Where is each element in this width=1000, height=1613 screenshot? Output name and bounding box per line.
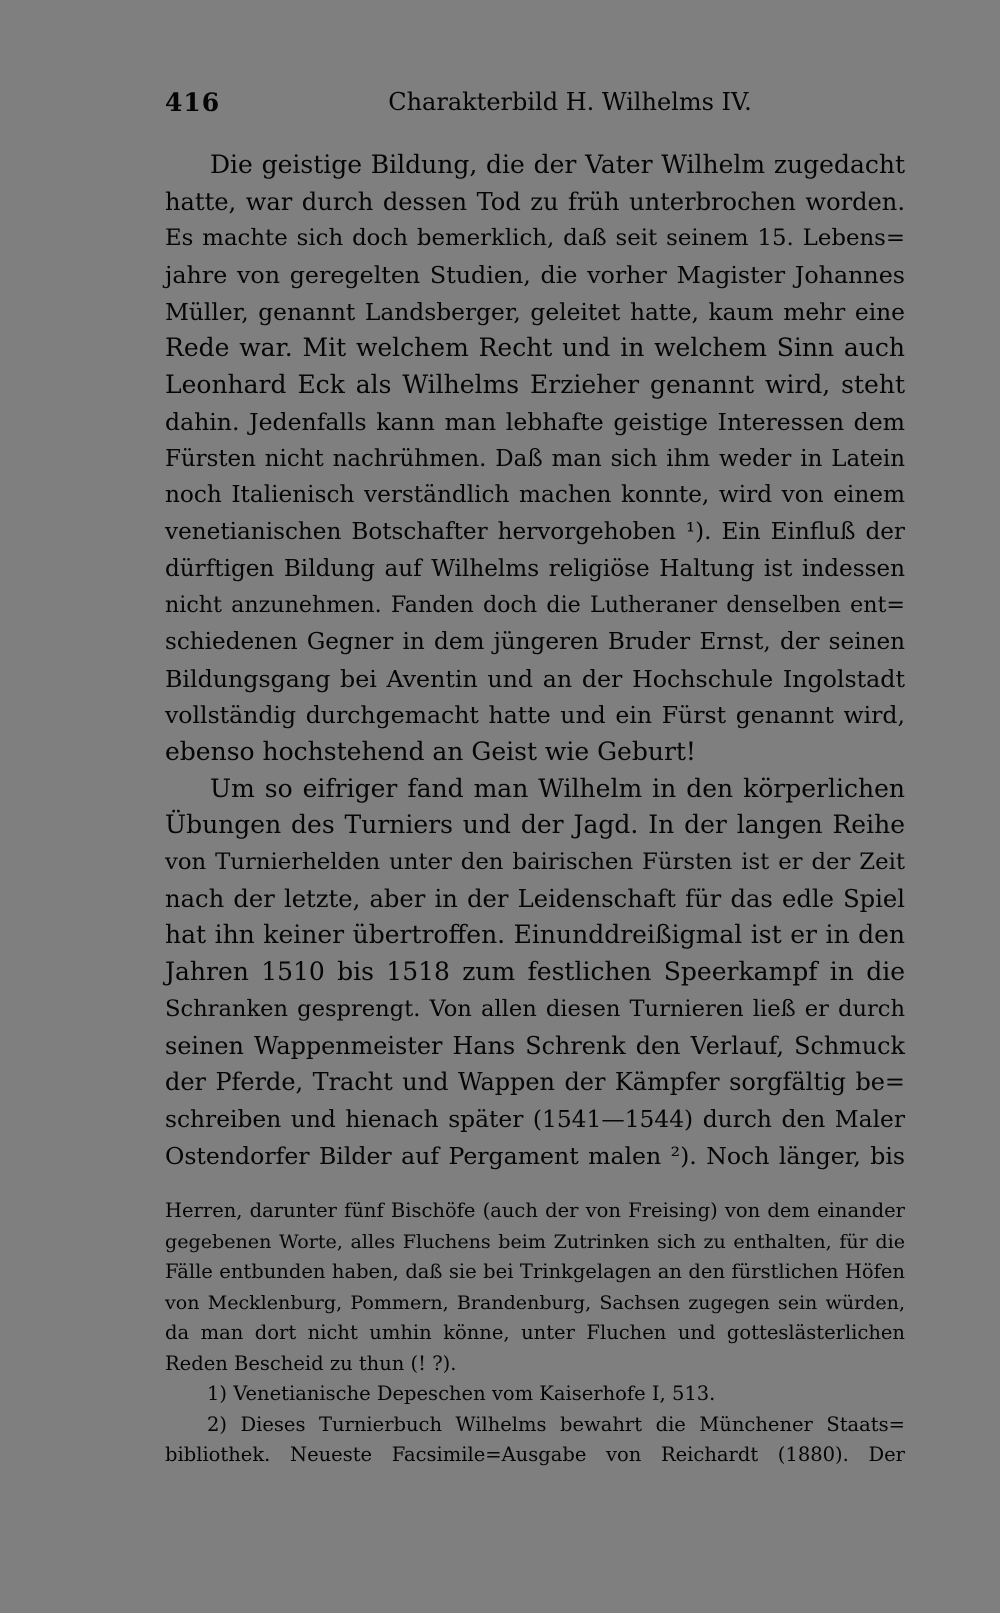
text-line: Bildungsgang bei Aventin und an der Hochschule Ingolstadt (165, 664, 905, 693)
main-text (165, 147, 905, 1174)
text-line: der Pferde, Tracht und Wappen der Kämpfer sorgfältig be= (165, 1068, 905, 1097)
text-line: Übungen des Turniers und der Jagd. In der langen Reihe (165, 810, 905, 840)
page-header (165, 88, 905, 122)
footnotes (165, 1196, 905, 1471)
text-line: ebenso hochstehend an Geist wie Geburt! (165, 737, 696, 766)
text-line: von Turnierhelden unter den bairischen Fürsten ist er der Zeit (165, 849, 905, 876)
text-line: schreiben und hienach später (1541—1544) durch den Maler (165, 1104, 905, 1133)
footnote-line: Reden Bescheid zu thun (! ?). (165, 1351, 457, 1375)
text-line: vollständig durchgemacht hatte und ein Fürst genannt wird, (165, 701, 905, 730)
text-line: hatte, war durch dessen Tod zu früh unterbrochen worden. (165, 187, 905, 216)
footnote-1: 1) Venetianische Depeschen vom Kaiserhofe I, 513. (207, 1382, 716, 1405)
text-line: Um so eifriger fand man Wilhelm in den körperlichen (210, 773, 905, 803)
footnote-line: da man dort nicht umhin könne, unter Fluchen und gotteslästerlichen (165, 1321, 905, 1344)
text-line: nicht anzunehmen. Fanden doch die Lutheraner denselben ent= (165, 592, 905, 619)
footnote-line: bibliothek. Neueste Facsimile=Ausgabe von Reichardt (1880). Der (165, 1443, 905, 1466)
text-line: seinen Wappenmeister Hans Schrenk den Verlauf, Schmuck (165, 1031, 905, 1060)
footnote-line: Herren, darunter fünf Bischöfe (auch der von Freising) von dem einander (165, 1199, 905, 1222)
text-line: nach der letzte, aber in der Leidenschaft für das edle Spiel (165, 884, 905, 913)
text-line: Leonhard Eck als Wilhelms Erzieher genannt wird, steht (165, 370, 905, 400)
text-line: schiedenen Gegner in dem jüngeren Bruder Ernst, der seinen (165, 628, 905, 655)
text-line: Fürsten nicht nachrühmen. Daß man sich ihm weder in Latein (165, 445, 905, 472)
text-line: dürftigen Bildung auf Wilhelms religiöse Haltung ist indessen (165, 555, 905, 582)
footnote-line: gegebenen Worte, alles Fluchens beim Zutrinken sich zu enthalten, für die (165, 1229, 905, 1253)
text-line: Ostendorfer Bilder auf Pergament malen ²). Noch länger, bis (165, 1141, 905, 1170)
text-line: Jahren 1510 bis 1518 zum festlichen Speerkampf in die (165, 957, 905, 987)
text-line: hat ihn keiner übertroffen. Einunddreißigmal ist er in den (165, 920, 905, 950)
text-line: venetianischen Botschafter hervorgehoben ¹). Ein Einfluß der (165, 518, 905, 545)
running-title: Charakterbild H. Wilhelms IV. (388, 88, 752, 116)
text-line: Rede war. Mit welchem Recht und in welchem Sinn auch (165, 333, 905, 363)
text-line: Es machte sich doch bemerklich, daß seit seinem 15. Lebens= (165, 225, 905, 252)
text-line: dahin. Jedenfalls kann man lebhafte geistige Interessen dem (165, 407, 905, 436)
footnote-2: 2) Dieses Turnierbuch Wilhelms bewahrt die Münchener Staats= (207, 1412, 905, 1436)
footnote-line: von Mecklenburg, Pommern, Brandenburg, Sachsen zugegen sein würden, (165, 1291, 905, 1314)
page-number: 416 (165, 88, 221, 117)
footnote-line: Fälle entbunden haben, daß sie bei Trinkgelagen an den fürstlichen Höfen (165, 1260, 905, 1283)
text-line: Müller, genannt Landsberger, geleitet hatte, kaum mehr eine (165, 297, 905, 326)
text-line: noch Italienisch verständlich machen konnte, wird von einem (165, 481, 905, 509)
text-line: Die geistige Bildung, die der Vater Wilhelm zugedacht (210, 150, 905, 179)
text-line: Schranken gesprengt. Von allen diesen Turnieren ließ er durch (165, 995, 905, 1022)
text-line: jahre von geregelten Studien, die vorher Magister Johannes (165, 261, 905, 290)
